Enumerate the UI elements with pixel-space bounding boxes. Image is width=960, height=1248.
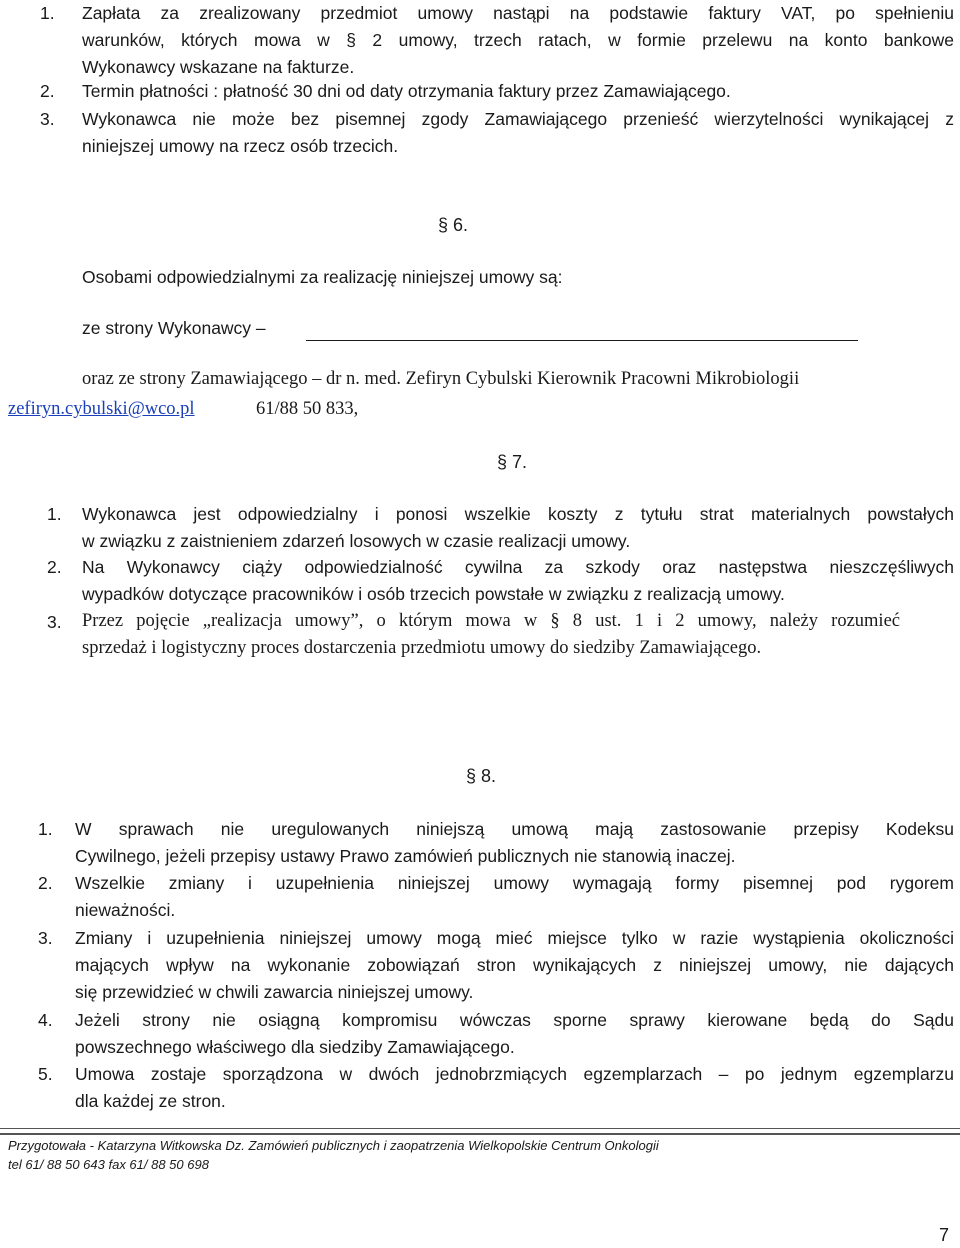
list-item-line: Przez pojęcie „realizacja umowy”, o którym mowa w § 8 ust. 1 i 2 umowy, należy rozumieć bbox=[82, 611, 900, 631]
contractor-blank-line bbox=[306, 340, 858, 341]
list-item-line: Cywilnego, jeżeli przepisy ustawy Prawo zamówień publicznych nie stanowią inaczej. bbox=[75, 846, 736, 866]
list-number: 1. bbox=[38, 819, 53, 839]
list-item-line: Wszelkie zmiany i uzupełnienia niniejszej umowy wymagają formy pisemnej pod rygorem bbox=[75, 873, 954, 893]
section-heading: § 7. bbox=[497, 452, 528, 472]
list-number: 2. bbox=[38, 873, 53, 893]
email-link[interactable]: zefiryn.cybulski@wco.pl bbox=[8, 399, 195, 419]
list-number: 2. bbox=[47, 557, 62, 577]
list-item-line: Wykonawca jest odpowiedzialny i ponosi wszelkie koszty z tytułu strat materialnych powstałych bbox=[82, 504, 954, 524]
list-item-line: Zmiany i uzupełnienia niniejszej umowy mogą mieć miejsce tylko w razie wystąpienia okoliczności bbox=[75, 928, 954, 948]
list-item-line: Zapłata za zrealizowany przedmiot umowy nastąpi na podstawie faktury VAT, po spełnieniu bbox=[82, 3, 954, 23]
list-item-line: powszechnego właściwego dla siedziby Zamawiającego. bbox=[75, 1037, 515, 1057]
list-item-line: warunków, których mowa w § 2 umowy, trzech ratach, w formie przelewu na konto bankowe bbox=[82, 30, 954, 50]
list-number: 1. bbox=[40, 3, 55, 23]
list-number: 3. bbox=[47, 612, 62, 632]
footer-rule bbox=[0, 1128, 960, 1135]
contractor-label: ze strony Wykonawcy – bbox=[82, 318, 266, 338]
list-item-line: Termin płatności : płatność 30 dni od daty otrzymania faktury przez Zamawiającego. bbox=[82, 81, 731, 101]
list-item-line: Jeżeli strony nie osiągną kompromisu wówczas sporne sprawy kierowane będą do Sądu bbox=[75, 1010, 954, 1030]
list-item-line: nieważności. bbox=[75, 900, 176, 920]
list-number: 4. bbox=[38, 1010, 53, 1030]
responsible-persons-intro: Osobami odpowiedzialnymi za realizację niniejszej umowy są: bbox=[82, 267, 563, 287]
list-item-line: Na Wykonawcy ciąży odpowiedzialność cywilna za szkody oraz następstwa nieszczęśliwych bbox=[82, 557, 954, 577]
footer-contact: tel 61/ 88 50 643 fax 61/ 88 50 698 bbox=[8, 1157, 209, 1172]
list-item-line: Wykonawcy wskazane na fakturze. bbox=[82, 57, 355, 77]
phone-number: 61/88 50 833, bbox=[256, 399, 359, 419]
section-heading: § 8. bbox=[466, 766, 497, 786]
list-item-line: mających wpływ na wykonanie zobowiązań stron wynikających z niniejszej umowy, nie dających bbox=[75, 955, 954, 975]
list-number: 5. bbox=[38, 1064, 53, 1084]
list-item-line: Umowa zostaje sporządzona w dwóch jednobrzmiących egzemplarzach – po jednym egzemplarzu bbox=[75, 1064, 954, 1084]
list-item-line: się przewidzieć w chwili zawarcia niniejszej umowy. bbox=[75, 982, 474, 1002]
list-number: 3. bbox=[40, 109, 55, 129]
list-item-line: w związku z zaistnieniem zdarzeń losowych w czasie realizacji umowy. bbox=[82, 531, 631, 551]
employer-representative: oraz ze strony Zamawiającego – dr n. med. Zefiryn Cybulski Kierownik Pracowni Mikrobiologii bbox=[82, 369, 800, 389]
list-item-line: niniejszej umowy na rzecz osób trzecich. bbox=[82, 136, 399, 156]
list-number: 3. bbox=[38, 928, 53, 948]
list-number: 1. bbox=[47, 504, 62, 524]
list-item-line: Wykonawca nie może bez pisemnej zgody Zamawiającego przenieść wierzytelności wynikającej z bbox=[82, 109, 954, 129]
list-item-line: dla każdej ze stron. bbox=[75, 1091, 226, 1111]
list-number: 2. bbox=[40, 81, 55, 101]
page-number: 7 bbox=[939, 1225, 950, 1245]
section-heading: § 6. bbox=[438, 215, 469, 235]
footer-author: Przygotowała - Katarzyna Witkowska Dz. Zamówień publicznych i zaopatrzenia Wielkopolskie Centrum Onkologii bbox=[8, 1138, 659, 1153]
list-item-line: sprzedaż i logistyczny proces dostarczenia przedmiotu umowy do siedziby Zamawiającego. bbox=[82, 638, 762, 658]
list-item-line: W sprawach nie uregulowanych niniejszą umową mają zastosowanie przepisy Kodeksu bbox=[75, 819, 954, 839]
list-item-line: wypadków dotyczące pracowników i osób trzecich powstałe w związku z realizacją umowy. bbox=[82, 584, 785, 604]
